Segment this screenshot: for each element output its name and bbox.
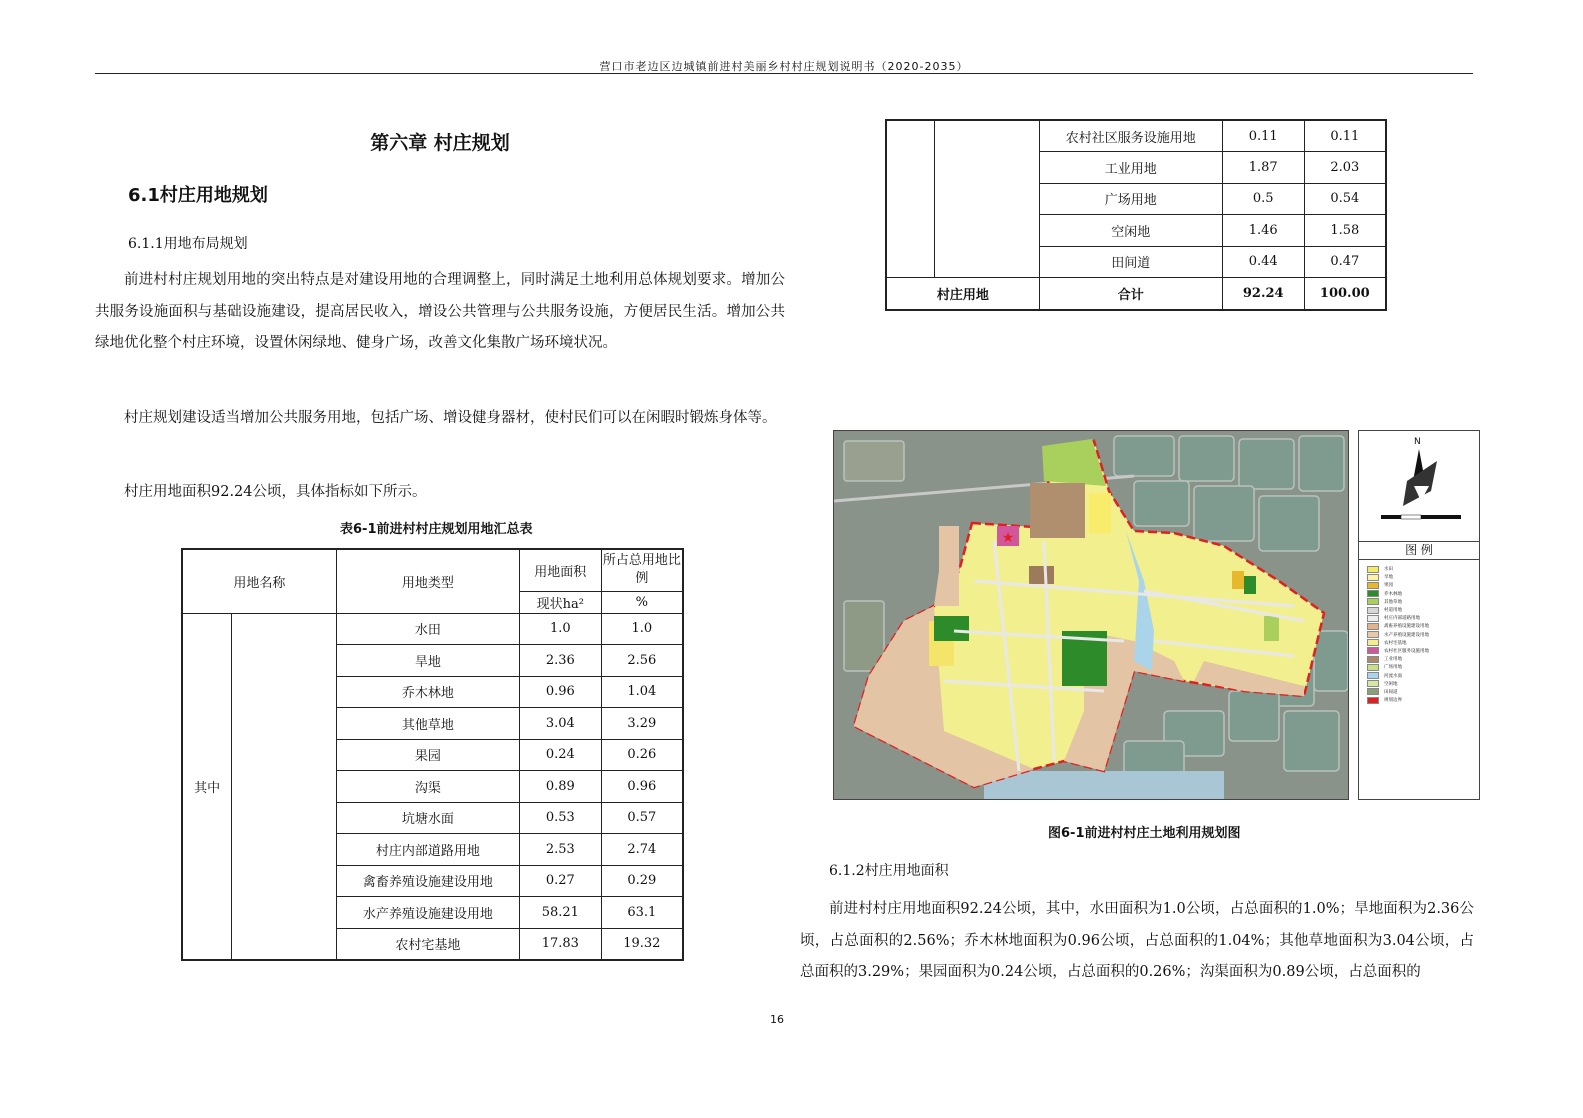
legend-item [1367, 680, 1477, 688]
legend-label: 田间道 [1384, 689, 1398, 695]
legend-label: 水产养殖设施建设用地 [1384, 632, 1429, 638]
table-cell-pct: 3.29 [601, 708, 683, 740]
table-cell-area: 58.21 [519, 897, 601, 929]
legend-item [1367, 590, 1477, 598]
table-cell-area: 0.5 [1222, 183, 1304, 215]
header-area: 用地面积 [519, 549, 601, 591]
legend-item [1367, 671, 1477, 679]
legend-item [1367, 663, 1477, 671]
legend-item [1367, 688, 1477, 696]
table-cell-pct: 0.29 [601, 865, 683, 897]
table-cell-area: 2.36 [519, 645, 601, 677]
legend-swatch [1367, 672, 1379, 679]
legend-label: 禽畜养殖设施建设用地 [1384, 624, 1429, 630]
running-header: 营口市老边区边城镇前进村美丽乡村村庄规划说明书（2020-2035） [599, 60, 969, 73]
table-caption: 表6-1前进村村庄规划用地汇总表 [340, 522, 533, 537]
legend-swatch [1367, 582, 1379, 589]
north-arrow-panel [1359, 431, 1479, 542]
table-cell-type: 田间道 [1039, 246, 1222, 278]
page-number: 16 [770, 1013, 784, 1026]
legend-item [1367, 614, 1477, 622]
group-blank [232, 613, 336, 960]
table-cell-type: 工业用地 [1039, 152, 1222, 184]
table-cell-type: 空闲地 [1039, 215, 1222, 247]
table-cell-pct: 63.1 [601, 897, 683, 929]
land-use-table [181, 548, 684, 961]
map-legend-panel [1358, 430, 1480, 800]
legend-item [1367, 647, 1477, 655]
table-cell-pct: 19.32 [601, 928, 683, 960]
header-percent: 所占总用地比例 [601, 549, 683, 591]
paragraph-land-area: 前进村村庄用地面积92.24公顷，其中，水田面积为1.0公顷，占总面积的1.0%；旱地面积为2.36公顷，占总面积的2.56%；乔木林地面积为0.96公顷，占总面积的1.04%；其他草地面积为3.04公顷，占总面积的3.29%；果园面积为0.24公顷，占总面积的0.26%；沟渠面积为0.89公顷，占总面积的 [800, 901, 1474, 980]
header-percent-unit: % [601, 591, 683, 613]
table-cell-area: 3.04 [519, 708, 601, 740]
legend-swatch [1367, 639, 1379, 646]
table-cell-pct: 1.0 [601, 613, 683, 645]
legend-label: 乔木林地 [1384, 591, 1402, 597]
compass-icon [1359, 431, 1479, 541]
table-cell-area: 0.27 [519, 865, 601, 897]
group-label: 其中 [182, 613, 232, 960]
table-cell-pct: 1.58 [1304, 215, 1386, 247]
table-cell-pct: 0.54 [1304, 183, 1386, 215]
map-caption: 图6-1前进村村庄土地利用规划图 [1048, 826, 1241, 841]
header-area-unit: 现状ha² [519, 591, 601, 613]
table-cell-area: 0.96 [519, 676, 601, 708]
table-cell-pct: 0.11 [1304, 120, 1386, 152]
total-label: 合计 [1039, 278, 1222, 310]
table-cell-type: 水田 [336, 613, 519, 645]
table-cell-area: 17.83 [519, 928, 601, 960]
table-cell-pct: 0.26 [601, 739, 683, 771]
table-cell-area: 0.24 [519, 739, 601, 771]
legend-swatch [1367, 615, 1379, 622]
table-cell-type: 沟渠 [336, 771, 519, 803]
table-cell-type: 乔木林地 [336, 676, 519, 708]
table-cell-type: 果园 [336, 739, 519, 771]
table-cell-type: 坑塘水面 [336, 802, 519, 834]
table-cell-type: 农村社区服务设施用地 [1039, 120, 1222, 152]
north-label: N [1414, 437, 1421, 447]
legend-item [1367, 598, 1477, 606]
legend-swatch [1367, 647, 1379, 654]
svg-text:★: ★ [1001, 530, 1015, 546]
header-rule [95, 73, 1473, 74]
legend-item [1367, 573, 1477, 581]
table-cell-area: 0.44 [1222, 246, 1304, 278]
legend-label: 规划边界 [1384, 698, 1402, 704]
legend-item [1367, 655, 1477, 663]
legend-title: 图 例 [1359, 541, 1479, 560]
table-cell-type: 村庄内部道路用地 [336, 834, 519, 866]
legend-item [1367, 639, 1477, 647]
legend-label: 工业用地 [1384, 657, 1402, 663]
table-cell-area: 1.46 [1222, 215, 1304, 247]
table-cell-type: 旱地 [336, 645, 519, 677]
table-cell-type: 禽畜养殖设施建设用地 [336, 865, 519, 897]
table-cell-pct: 2.03 [1304, 152, 1386, 184]
table-cell-pct: 2.74 [601, 834, 683, 866]
subsection-title-2: 6.1.2村庄用地面积 [829, 863, 949, 879]
group-blank-left [886, 120, 935, 278]
table-cell-pct: 0.96 [601, 771, 683, 803]
legend-list [1367, 565, 1477, 704]
legend-label: 农村社区服务设施用地 [1384, 648, 1429, 654]
legend-swatch [1367, 607, 1379, 614]
paragraph-1: 前进村村庄规划用地的突出特点是对建设用地的合理调整上，同时满足土地利用总体规划要求。增加公共服务设施面积与基础设施建设，提高居民收入，增设公共管理与公共服务设施，方便居民生活。增加公共绿地优化整个村庄环境，设置休闲绿地、健身广场，改善文化集散广场环境状况。 [95, 272, 785, 351]
legend-swatch [1367, 574, 1379, 581]
legend-item [1367, 581, 1477, 589]
table-cell-pct: 0.47 [1304, 246, 1386, 278]
legend-swatch [1367, 623, 1379, 630]
legend-swatch [1367, 590, 1379, 597]
table-cell-area: 1.0 [519, 613, 601, 645]
legend-label: 村庄内部道路用地 [1384, 616, 1420, 622]
legend-swatch [1367, 688, 1379, 695]
legend-label: 广场用地 [1384, 665, 1402, 671]
legend-swatch [1367, 566, 1379, 573]
table-cell-area: 0.53 [519, 802, 601, 834]
legend-label: 旱地 [1384, 575, 1393, 581]
land-use-table-continued [885, 119, 1387, 311]
paragraph-2: 村庄规划建设适当增加公共服务用地，包括广场、增设健身器材，使村民们可以在闲暇时锻炼身体等。 [124, 410, 777, 426]
chapter-title: 第六章 村庄规划 [370, 132, 510, 154]
legend-swatch [1367, 631, 1379, 638]
table-cell-pct: 2.56 [601, 645, 683, 677]
legend-label: 果园 [1384, 583, 1393, 589]
legend-swatch [1367, 664, 1379, 671]
total-pct: 100.00 [1304, 278, 1386, 310]
legend-label: 河流水面 [1384, 673, 1402, 679]
total-area: 92.24 [1222, 278, 1304, 310]
table-cell-area: 0.89 [519, 771, 601, 803]
header-land-name: 用地名称 [182, 549, 336, 613]
header-land-type: 用地类型 [336, 549, 519, 613]
legend-item [1367, 622, 1477, 630]
subsection-title-1: 6.1.1用地布局规划 [128, 236, 248, 252]
table-cell-type: 水产养殖设施建设用地 [336, 897, 519, 929]
legend-label: 其他草地 [1384, 599, 1402, 605]
legend-swatch [1367, 697, 1379, 704]
legend-swatch [1367, 598, 1379, 605]
legend-label: 空闲地 [1384, 681, 1398, 687]
legend-item [1367, 631, 1477, 639]
table-cell-pct: 1.04 [601, 676, 683, 708]
legend-label: 水田 [1384, 567, 1393, 573]
land-use-map [833, 430, 1349, 800]
legend-label: 村道用地 [1384, 608, 1402, 614]
paragraph-3: 村庄用地面积92.24公顷，具体指标如下所示。 [124, 484, 427, 500]
table-cell-area: 2.53 [519, 834, 601, 866]
legend-item [1367, 565, 1477, 573]
legend-item [1367, 696, 1477, 704]
table-cell-type: 农村宅基地 [336, 928, 519, 960]
legend-swatch [1367, 680, 1379, 687]
total-name: 村庄用地 [886, 278, 1039, 310]
map-image [834, 431, 1348, 799]
table-cell-area: 1.87 [1222, 152, 1304, 184]
legend-swatch [1367, 656, 1379, 663]
table-cell-pct: 0.57 [601, 802, 683, 834]
section-title: 6.1村庄用地规划 [128, 185, 268, 206]
group-blank-right [935, 120, 1039, 278]
legend-item [1367, 606, 1477, 614]
legend-label: 农村宅基地 [1384, 640, 1407, 646]
table-cell-type: 其他草地 [336, 708, 519, 740]
table-cell-type: 广场用地 [1039, 183, 1222, 215]
table-cell-area: 0.11 [1222, 120, 1304, 152]
